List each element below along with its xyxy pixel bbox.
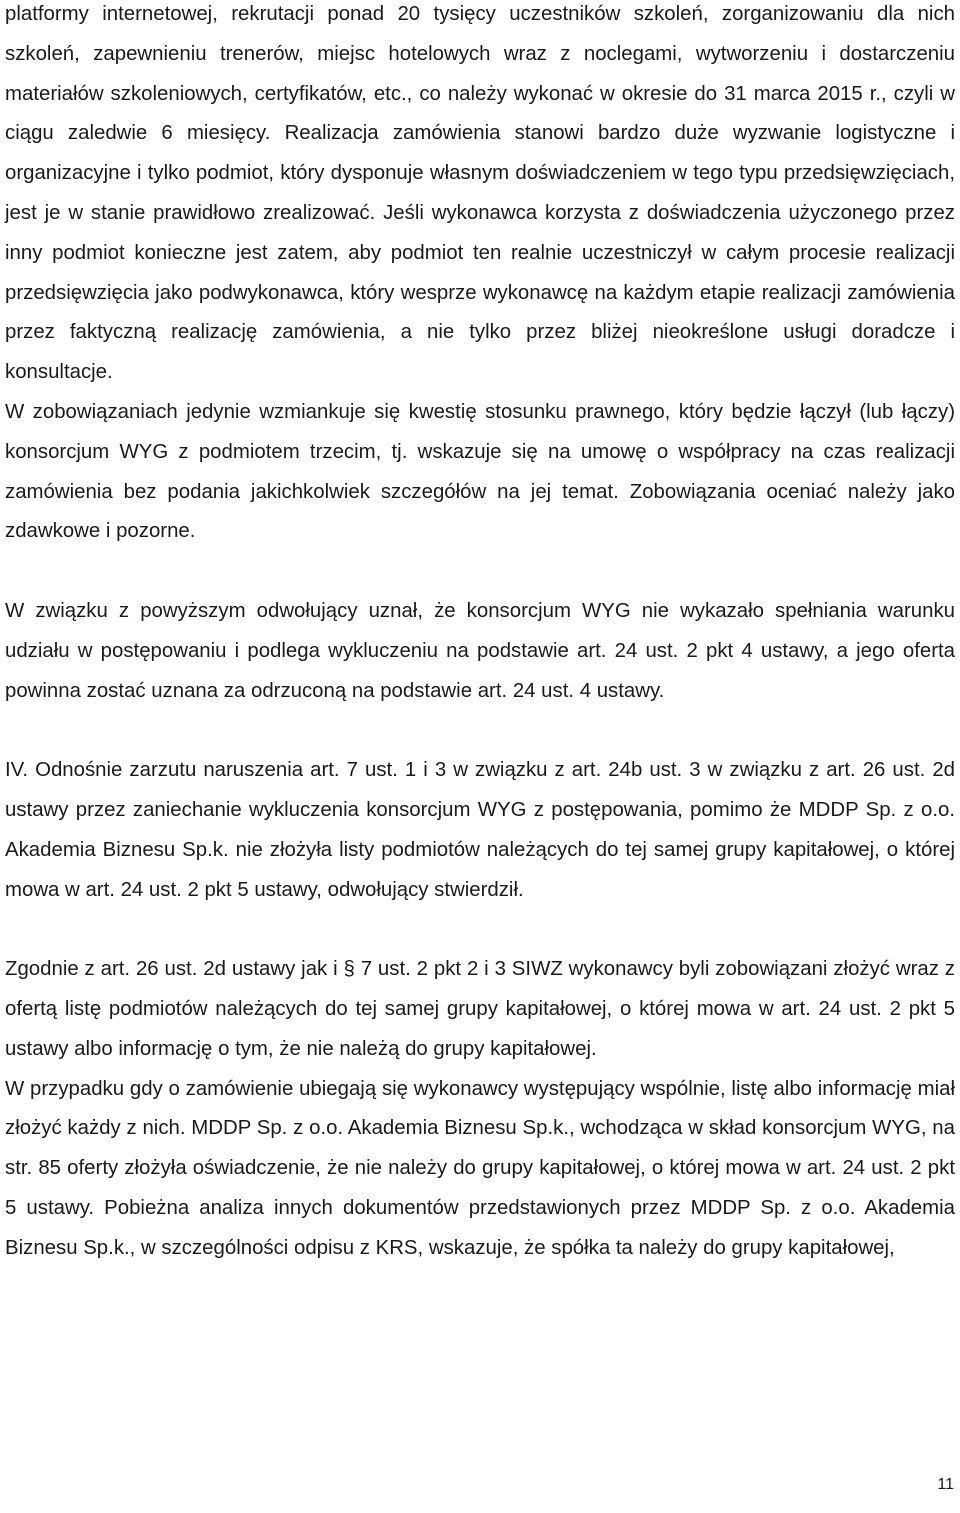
- paragraph-realization-challenge: platformy internetowej, rekrutacji ponad 20 tysięcy uczestników szkoleń, zorganizowaniu dla nich szkoleń, zapewnieniu trenerów, miejsc hotelowych wraz z noclegami, wytworzeniu i dostarczeniu materiałów szkoleniowych, certyfikatów, etc., co należy wykonać w okresie do 31 marca 2015 r., czyli w ciągu zaledwie 6 miesięcy. Realizacja zamówienia stanowi bardzo duże wyzwanie logistyczne i organizacyjne i tylko podmiot, który dysponuje własnym doświadczeniem w tego typu przedsięwzięciach, jest je w stanie prawidłowo zrealizować. Jeśli wykonawca korzysta z doświadczenia użyczonego przez inny podmiot konieczne jest zatem, aby podmiot ten realnie uczestniczył w całym procesie realizacji przedsięwzięcia jako podwykonawca, który wesprze wykonawcę na każdym etapie realizacji zamówienia przez faktyczną realizację zamówienia, a nie tylko przez bliżej nieokreślone usługi doradcze i konsultacje.: [5, 3, 955, 384]
- paragraph-capital-group-requirement: Zgodnie z art. 26 ust. 2d ustawy jak i § 7 ust. 2 pkt 2 i 3 SIWZ wykonawcy byli zobowiązani złożyć wraz z ofertą listę podmiotów należących do tej samej grupy kapitałowej, o której mowa w art. 24 ust. 2 pkt 5 ustawy albo informację o tym, że nie należą do grupy kapitałowej.: [5, 958, 955, 1060]
- page-number: 11: [937, 1476, 954, 1493]
- document-page: [5, 0, 955, 1269]
- paragraph-gap: [5, 552, 955, 592]
- paragraph-conclusion: W związku z powyższym odwołujący uznał, że konsorcjum WYG nie wykazało spełniania warunku udziału w postępowaniu i podlega wykluczeniu na podstawie art. 24 ust. 2 pkt 4 ustawy, a jego oferta powinna zostać uznana za odrzuconą na podstawie art. 24 ust. 4 ustawy.: [5, 599, 955, 702]
- paragraph-gap: [5, 910, 955, 950]
- paragraph-gap: [5, 711, 955, 751]
- paragraph-obligations: W zobowiązaniach jedynie wzmiankuje się kwestię stosunku prawnego, który będzie łączył (lub łączy) konsorcjum WYG z podmiotem trzecim, tj. wskazuje się na umowę o współpracy na czas realizacji zamówienia bez podania jakichkolwiek szczegółów na jej temat. Zobowiązania oceniać należy jako zdawkowe i pozorne.: [5, 400, 955, 543]
- paragraph-section-iv: IV. Odnośnie zarzutu naruszenia art. 7 ust. 1 i 3 w związku z art. 24b ust. 3 w związku z art. 26 ust. 2d ustawy przez zaniechanie wykluczenia konsorcjum WYG z postępowania, pomimo że MDDP Sp. z o.o. Akademia Biznesu Sp.k. nie złożyła listy podmiotów należących do tej samej grupy kapitałowej, o której mowa w art. 24 ust. 2 pkt 5 ustawy, odwołujący stwierdził.: [5, 759, 955, 901]
- paragraph-joint-bidders: W przypadku gdy o zamówienie ubiegają się wykonawcy występujący wspólnie, listę albo informację miał złożyć każdy z nich. MDDP Sp. z o.o. Akademia Biznesu Sp.k., wchodząca w skład konsorcjum WYG, na str. 85 oferty złożyła oświadczenie, że nie należy do grupy kapitałowej, o której mowa w art. 24 ust. 2 pkt 5 ustawy. Pobieżna analiza innych dokumentów przedstawionych przez MDDP Sp. z o.o. Akademia Biznesu Sp.k., w szczególności odpisu z KRS, wskazuje, że spółka ta należy do grupy kapitałowej,: [5, 1077, 955, 1259]
